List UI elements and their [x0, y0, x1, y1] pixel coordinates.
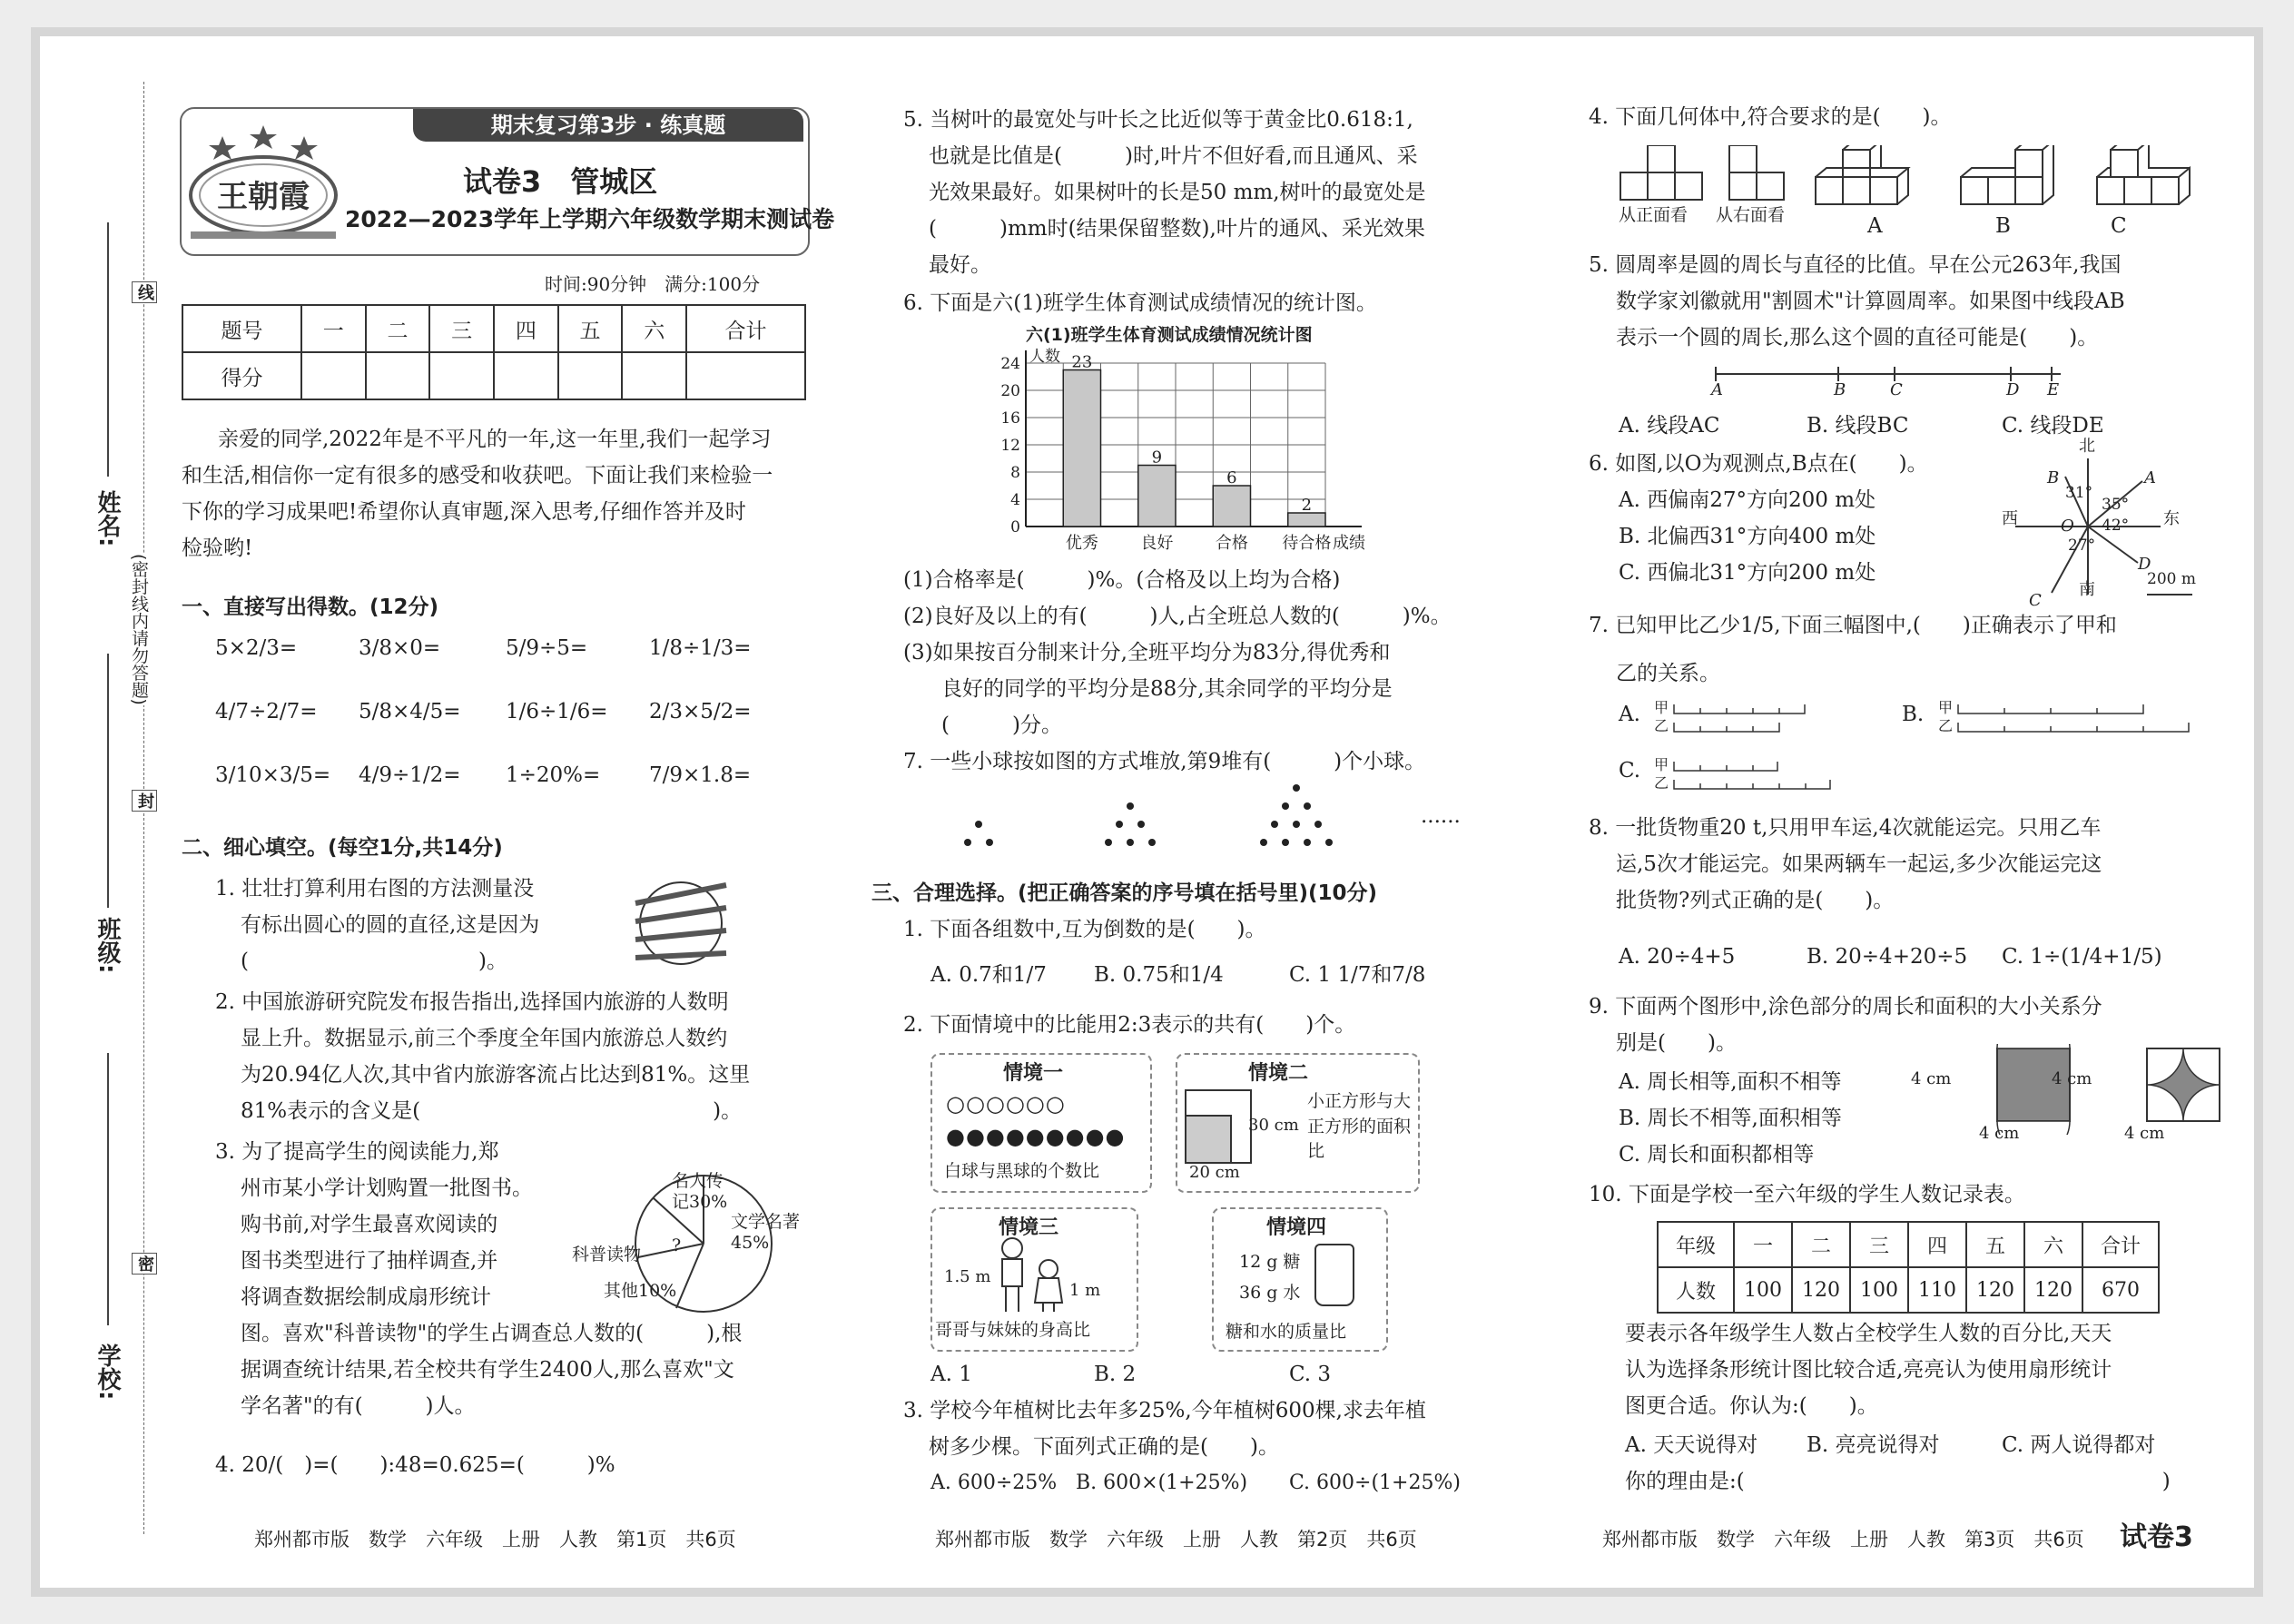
- scene-dim: 1.5 m: [944, 1267, 991, 1286]
- segment-diagram-a: [1672, 701, 1808, 741]
- q-line[interactable]: (2)良好及以上的有( )人,占全班总人数的( )%。: [903, 605, 1452, 628]
- pie-label-unknown: ?: [672, 1235, 682, 1255]
- pie-label-other: 其他10%: [604, 1281, 677, 1301]
- view-label: 从右面看: [1716, 205, 1786, 225]
- paper-subtitle: 2022—2023学年上学期六年级数学期末测试卷: [345, 206, 835, 232]
- scene-caption: 糖和水的质量比: [1226, 1322, 1347, 1342]
- option[interactable]: B. 线段BC: [1807, 414, 1909, 438]
- score-row-label: 得分: [182, 352, 301, 399]
- score-header: 六: [622, 305, 686, 352]
- q-line[interactable]: 别是( )。: [1616, 1031, 1737, 1055]
- grade-value: 110: [1908, 1267, 1966, 1313]
- grade-header: 合计: [2082, 1222, 2159, 1267]
- q-line: 2. 中国旅游研究院发布报告指出,选择国内旅游的人数明: [215, 990, 729, 1014]
- dim-label: 4 cm: [1979, 1124, 2020, 1143]
- q-line: (3)如果按百分制来计分,全班平均分为83分,得优秀和: [903, 641, 1391, 664]
- score-cell[interactable]: [558, 352, 623, 399]
- grade-header: 一: [1734, 1222, 1792, 1267]
- grade-value: 120: [1966, 1267, 2024, 1313]
- calc-item: 5/9÷5=: [506, 636, 588, 660]
- calc-item: 5/8×4/5=: [359, 700, 461, 723]
- q-line: 乙的关系。: [1616, 662, 1720, 685]
- option[interactable]: B. 20÷4+20÷5: [1807, 945, 1968, 969]
- y-tick-label: 0: [1010, 518, 1020, 536]
- measure-diagram: [631, 867, 731, 984]
- calc-item: 1÷20%=: [506, 763, 601, 787]
- option[interactable]: C. 周长和面积都相等: [1619, 1143, 1815, 1166]
- dim-label: 4 cm: [1911, 1069, 1952, 1088]
- seal-notice: (密封线内请勿答题): [127, 554, 152, 705]
- q-line: 5. 圆周率是圆的周长与直径的比值。早在公元263年,我国: [1589, 253, 2122, 277]
- grade-row-label: 人数: [1658, 1267, 1734, 1313]
- q-line[interactable]: 图更合适。你认为:( )。: [1625, 1394, 1878, 1418]
- seal-mark-seal: 封: [132, 790, 157, 812]
- calc-item: 5×2/3=: [215, 636, 298, 660]
- scale-label: 200 m: [2147, 570, 2196, 588]
- segment-diagram-b: [1956, 701, 2192, 741]
- q-line: 良好的同学的平均分是88分,其余同学的平均分是: [941, 677, 1393, 701]
- pie-label-classics: 文学名著45%: [731, 1212, 801, 1253]
- q-line: 运,5次才能运完。如果两辆车一起运,多少次能运完这: [1616, 852, 2102, 876]
- section3-title: 三、合理选择。(把正确答案的序号填在括号里)(10分): [871, 881, 1378, 905]
- black-balls: ●●●●●●●●●: [946, 1124, 1126, 1149]
- chart-title: 六(1)班学生体育测试成绩情况统计图: [1026, 325, 1313, 345]
- bar-value-label: 9: [1151, 448, 1163, 468]
- y-tick-label: 12: [1000, 437, 1020, 455]
- q-line[interactable]: 1. 下面各组数中,互为倒数的是( )。: [903, 918, 1266, 941]
- q-line: 显上升。数据显示,前三个季度全年国内旅游总人数约: [241, 1027, 728, 1050]
- q-line: 认为选择条形统计图比较合适,亮亮认为使用扇形统计: [1625, 1358, 2112, 1382]
- svg-text:王朝霞: 王朝霞: [217, 179, 310, 215]
- bar: [1288, 513, 1325, 527]
- q-line: 要表示各年级学生人数占全校学生人数的百分比,天天: [1625, 1322, 2112, 1345]
- calc-item: 4/9÷1/2=: [359, 763, 461, 787]
- x-category-label: 合格: [1215, 534, 1248, 553]
- option[interactable]: B: [1995, 214, 2011, 238]
- scene-caption: 小正方形与大正方形的面积比: [1307, 1091, 1412, 1162]
- q-line: 州市某小学计划购置一批图书。: [241, 1176, 533, 1200]
- q-line[interactable]: 批货物?列式正确的是( )。: [1616, 889, 1895, 912]
- cup-icon: [1314, 1244, 1354, 1306]
- q-line: 光效果最好。如果树叶的长是50 mm,树叶的最宽处是: [929, 181, 1426, 204]
- point-label: O: [2061, 517, 2074, 536]
- angle-label: 35°: [2102, 496, 2130, 514]
- option[interactable]: A. 0.7和1/7: [930, 963, 1047, 987]
- point-label: E: [2047, 380, 2060, 399]
- score-header: 题号: [182, 305, 301, 352]
- score-cell[interactable]: [429, 352, 494, 399]
- option[interactable]: C. 600÷(1+25%): [1289, 1471, 1461, 1494]
- q-line[interactable]: (1)合格率是( )%。(合格及以上均为合格): [903, 568, 1341, 592]
- calc-item: 3/8×0=: [359, 636, 441, 660]
- x-category-label: 待合格: [1282, 534, 1332, 553]
- q-line[interactable]: ( )。: [241, 950, 507, 973]
- option[interactable]: C. 线段DE: [2002, 414, 2104, 438]
- point-label: C: [2029, 591, 2042, 610]
- option[interactable]: A. 西偏南27°方向200 m处: [1619, 488, 1876, 512]
- dim-label: 4 cm: [2052, 1069, 2092, 1088]
- segment-diagram-c: [1672, 758, 1836, 798]
- scene-caption: 哥哥与妹妹的身高比: [935, 1320, 1091, 1340]
- intro-line: 检验哟!: [182, 536, 253, 560]
- solid-views: [1616, 145, 2215, 221]
- q-line[interactable]: 表示一个圆的周长,那么这个圆的直径可能是( )。: [1616, 326, 2099, 349]
- angle-label: 42°: [2102, 517, 2130, 535]
- option[interactable]: B. 周长不相等,面积相等: [1619, 1107, 1842, 1130]
- scene-dim: 30 cm: [1248, 1116, 1299, 1135]
- score-header: 一: [301, 305, 366, 352]
- angle-label: 31°: [2065, 484, 2093, 502]
- grade-header: 二: [1792, 1222, 1850, 1267]
- intro-line: 和生活,相信你一定有很多的感受和收获吧。下面让我们来检验一: [182, 464, 773, 487]
- compass-west: 西: [2002, 509, 2018, 528]
- scene-dim: 36 g 水: [1239, 1283, 1301, 1303]
- grade-header: 年级: [1658, 1222, 1734, 1267]
- q-line[interactable]: 81%表示的含义是( )。: [241, 1099, 743, 1123]
- q-line: 3. 学校今年植树比去年多25%,今年植树600棵,求去年植: [903, 1399, 1426, 1422]
- bar-label-yi: 乙: [1654, 774, 1669, 792]
- option[interactable]: A. 周长相等,面积不相等: [1619, 1070, 1842, 1094]
- point-label: B: [1834, 380, 1846, 399]
- scene-title: 情境二: [1248, 1062, 1309, 1085]
- score-cell[interactable]: [366, 352, 430, 399]
- score-cell[interactable]: [686, 352, 805, 399]
- score-header: 合计: [686, 305, 805, 352]
- point-label: B: [2047, 468, 2060, 487]
- q-line[interactable]: ( )分。: [941, 714, 1062, 737]
- ball-piles: [953, 781, 1462, 866]
- calc-item: 1/8÷1/3=: [649, 636, 752, 660]
- score-header: 四: [494, 305, 558, 352]
- q-line[interactable]: 7. 已知甲比乙少1/5,下面三幅图中,( )正确表示了甲和: [1589, 614, 2117, 637]
- calc-item: 1/6÷1/6=: [506, 700, 608, 723]
- name-blank-line[interactable]: [107, 222, 109, 477]
- option[interactable]: C. 两人说得都对: [2002, 1433, 2156, 1457]
- section2-title: 二、细心填空。(每空1分,共14分): [182, 836, 503, 860]
- pie-label-celebrity: 名人传记30%: [672, 1171, 728, 1212]
- point-label: A: [2144, 468, 2156, 487]
- point-label: A: [1711, 380, 1723, 399]
- q-line: 最好。: [929, 253, 991, 277]
- class-blank-line[interactable]: [107, 654, 109, 908]
- y-axis-title: 人数: [1029, 348, 1060, 366]
- point-label: D: [2006, 380, 2020, 399]
- option[interactable]: A. 20÷4+5: [1619, 945, 1736, 969]
- calc-item: 7/9×1.8=: [649, 763, 752, 787]
- section1-title: 一、直接写出得数。(12分): [182, 595, 439, 619]
- grade-value: 670: [2082, 1267, 2159, 1313]
- point-label: C: [1890, 380, 1903, 399]
- q-line[interactable]: 6. 如图,以O为观测点,B点在( )。: [1589, 452, 1928, 476]
- compass-south: 南: [2079, 580, 2095, 599]
- option[interactable]: A. 600÷25%: [930, 1471, 1058, 1494]
- scene-title: 情境四: [1266, 1216, 1327, 1239]
- school-label: 学校:: [94, 1343, 121, 1401]
- name-label: 姓名:: [94, 490, 121, 547]
- option[interactable]: A.: [1619, 703, 1640, 726]
- footer-page1: 郑州都市版 数学 六年级 上册 人教 第1页 共6页: [254, 1529, 736, 1550]
- bar: [1138, 466, 1176, 527]
- option[interactable]: C: [2111, 214, 2127, 238]
- footer-page2: 郑州都市版 数学 六年级 上册 人教 第2页 共6页: [935, 1529, 1417, 1550]
- q-line: 为20.94亿人次,其中省内旅游客流占比达到81%。这里: [241, 1063, 751, 1087]
- school-blank-line[interactable]: [107, 1053, 109, 1325]
- q-line: 5. 当树叶的最宽处与叶长之比近似等于黄金比0.618:1,: [903, 108, 1413, 132]
- option[interactable]: A. 天天说得对: [1625, 1433, 1758, 1457]
- score-header: 三: [429, 305, 494, 352]
- q-line: 有标出圆心的圆的直径,这是因为: [241, 913, 540, 937]
- x-category-label: 良好: [1140, 534, 1174, 553]
- grade-value: 120: [2024, 1267, 2082, 1313]
- y-tick-label: 8: [1010, 464, 1020, 482]
- q-line[interactable]: 也就是比值是( )时,叶片不但好看,而且通风、采: [929, 144, 1418, 168]
- view-label: 从正面看: [1619, 205, 1689, 225]
- score-header: 五: [558, 305, 623, 352]
- compass-east: 东: [2163, 509, 2180, 528]
- compass-north: 北: [2079, 437, 2095, 456]
- q-line: 图书类型进行了抽样调查,并: [241, 1249, 498, 1273]
- white-balls: ○○○○○○: [946, 1091, 1066, 1117]
- option[interactable]: B.: [1902, 703, 1925, 726]
- ellipsis: ......: [1421, 804, 1461, 828]
- q-line[interactable]: 树多少棵。下面列式正确的是( )。: [929, 1435, 1279, 1459]
- grade-value: 100: [1734, 1267, 1792, 1313]
- scene-dim: 12 g 糖: [1239, 1252, 1301, 1272]
- intro-line: 亲爱的同学,2022年是不平凡的一年,这一年里,我们一起学习: [218, 428, 772, 451]
- review-badge: 期末复习第3步 · 练真题: [413, 109, 803, 142]
- q-line[interactable]: ( )mm时(结果保留整数),叶片的通风、采光效果: [929, 217, 1425, 241]
- q-line: 6. 下面是六(1)班学生体育测试成绩情况的统计图。: [903, 291, 1377, 315]
- grade-value: 120: [1792, 1267, 1850, 1313]
- footer-page3: 郑州都市版 数学 六年级 上册 人教 第3页 共6页: [1602, 1529, 2084, 1550]
- q-line[interactable]: 4. 20/( )=( ):48=0.625=( )%: [215, 1453, 615, 1477]
- option[interactable]: C. 3: [1289, 1363, 1332, 1386]
- calc-item: 3/10×3/5=: [215, 763, 331, 787]
- y-tick-label: 20: [1000, 382, 1020, 400]
- q-line: 将调查数据绘制成扇形统计: [241, 1285, 491, 1309]
- option[interactable]: A: [1867, 214, 1883, 238]
- option[interactable]: C. 1÷(1/4+1/5): [2002, 945, 2162, 969]
- x-axis-title: 成绩: [1333, 534, 1365, 553]
- x-category-label: 优秀: [1065, 534, 1098, 553]
- score-cell[interactable]: [494, 352, 558, 399]
- option[interactable]: B. 亮亮说得对: [1807, 1433, 1940, 1457]
- y-tick-label: 24: [1000, 355, 1020, 373]
- grade-header: 五: [1966, 1222, 2024, 1267]
- bar-value-label: 6: [1226, 468, 1237, 487]
- angle-label: 27°: [2068, 536, 2096, 555]
- bar: [1063, 370, 1100, 527]
- paper-tag: 试卷3: [2120, 1521, 2193, 1553]
- dim-label: 4 cm: [2124, 1124, 2165, 1143]
- grade-table: [1657, 1221, 2160, 1314]
- seal-mark-secret: 密: [132, 1253, 157, 1275]
- y-tick-label: 4: [1010, 491, 1020, 509]
- bar: [1213, 486, 1250, 527]
- option[interactable]: B. 北偏西31°方向400 m处: [1619, 525, 1876, 548]
- scene-dim: 20 cm: [1189, 1163, 1240, 1182]
- option[interactable]: B. 600×(1+25%): [1076, 1471, 1248, 1494]
- score-cell[interactable]: [622, 352, 686, 399]
- point-label: D: [2138, 555, 2151, 574]
- bar-label-jia: 甲: [1938, 699, 1954, 716]
- calc-item: 2/3×5/2=: [649, 700, 752, 723]
- class-label: 班级:: [94, 917, 121, 974]
- q-line: 9. 下面两个图形中,涂色部分的周长和面积的大小关系分: [1589, 995, 2102, 1019]
- option[interactable]: B. 2: [1094, 1363, 1137, 1386]
- option[interactable]: A. 1: [930, 1363, 972, 1386]
- q-line: 1. 壮壮打算利用右图的方法测量没: [215, 877, 535, 901]
- bar-label-yi: 乙: [1654, 717, 1669, 734]
- y-tick-label: 16: [1000, 409, 1020, 428]
- q-line[interactable]: 图。喜欢"科普读物"的学生占调查总人数的( ),根: [241, 1322, 743, 1345]
- paper-title: 试卷3 管城区: [463, 164, 658, 199]
- option[interactable]: C. 1 1/7和7/8: [1289, 963, 1426, 987]
- bar-chart: [989, 345, 1407, 557]
- q-line[interactable]: 学名著"的有( )人。: [241, 1394, 476, 1418]
- small-square: [1185, 1115, 1232, 1164]
- score-table: [182, 304, 806, 400]
- option[interactable]: C.: [1619, 759, 1641, 782]
- bar-value-label: 2: [1301, 496, 1313, 515]
- bar-value-label: 23: [1071, 352, 1093, 372]
- option[interactable]: A. 线段AC: [1619, 414, 1720, 438]
- q-line: 购书前,对学生最喜欢阅读的: [241, 1213, 498, 1236]
- scene-title: 情境三: [999, 1216, 1059, 1239]
- q-line[interactable]: 4. 下面几何体中,符合要求的是( )。: [1589, 105, 1952, 129]
- intro-line: 下你的学习成果吧!希望你认真审题,深入思考,仔细作答并及时: [182, 500, 746, 524]
- pie-label-science: 科普读物: [572, 1245, 642, 1265]
- kids-figure: [989, 1235, 1089, 1320]
- score-header: 二: [366, 305, 430, 352]
- bar-label-yi: 乙: [1938, 717, 1954, 734]
- bar-label-jia: 甲: [1654, 699, 1669, 716]
- grade-header: 四: [1908, 1222, 1966, 1267]
- scene-dim: 1 m: [1069, 1281, 1101, 1300]
- grade-value: 100: [1850, 1267, 1908, 1313]
- q-line[interactable]: 2. 下面情境中的比能用2:3表示的共有( )个。: [903, 1013, 1356, 1037]
- reason-line[interactable]: 你的理由是:( ): [1625, 1470, 2171, 1493]
- option[interactable]: B. 0.75和1/4: [1094, 963, 1224, 987]
- q-line: 3. 为了提高学生的阅读能力,郑: [215, 1140, 499, 1164]
- time-score: 时间:90分钟 满分:100分: [545, 273, 761, 295]
- grade-header: 三: [1850, 1222, 1908, 1267]
- grade-header: 六: [2024, 1222, 2082, 1267]
- q-line: 8. 一批货物重20 t,只用甲车运,4次就能运完。只用乙车: [1589, 816, 2102, 840]
- score-cell[interactable]: [301, 352, 366, 399]
- q-line: 数学家刘徽就用"割圆术"计算圆周率。如果图中线段AB: [1616, 290, 2125, 313]
- seal-mark-line: 线: [132, 281, 157, 303]
- option[interactable]: C. 西偏北31°方向200 m处: [1619, 561, 1876, 585]
- q-line: 据调查统计结果,若全校共有学生2400人,那么喜欢"文: [241, 1358, 734, 1382]
- scene-title: 情境一: [1003, 1062, 1064, 1085]
- calc-item: 4/7÷2/7=: [215, 700, 318, 723]
- q-line[interactable]: 7. 一些小球按如图的方式堆放,第9堆有( )个小球。: [903, 750, 1426, 773]
- q-line: 10. 下面是学校一至六年级的学生人数记录表。: [1589, 1183, 2025, 1206]
- brand-logo: [186, 118, 340, 245]
- bar-label-jia: 甲: [1654, 756, 1669, 773]
- scene-caption: 白球与黑球的个数比: [944, 1161, 1100, 1181]
